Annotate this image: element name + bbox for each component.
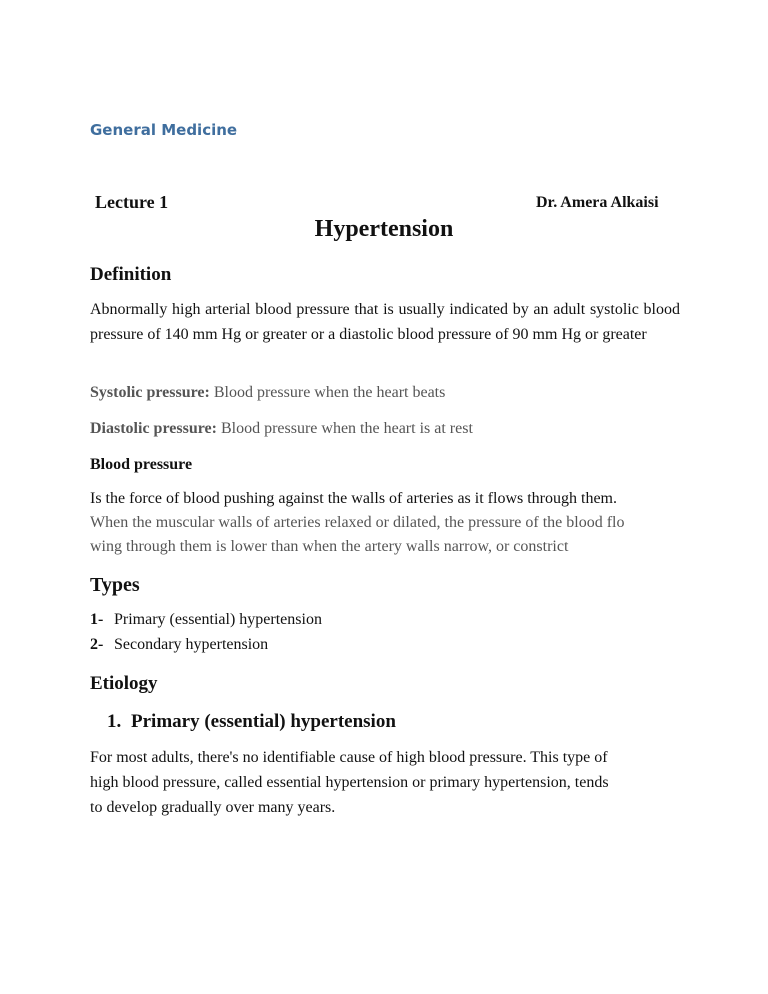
type-number: 1- — [90, 611, 104, 628]
blood-pressure-line-1: Is the force of blood pushing against the walls of arteries as it flows through them. — [90, 490, 617, 507]
systolic-term: Systolic pressure: — [90, 384, 210, 401]
systolic-definition — [90, 384, 445, 402]
lecture-number: Lecture 1 — [95, 192, 169, 212]
definition-heading: Definition — [90, 264, 172, 285]
course-label: General Medicine — [90, 121, 238, 139]
diastolic-definition — [90, 420, 473, 438]
etiology-subheading — [107, 711, 396, 733]
blood-pressure-line-3: wing through them is lower than when the artery walls narrow, or constrict — [90, 538, 569, 555]
subheading-label: Primary (essential) hypertension — [131, 711, 396, 732]
type-list-item — [90, 611, 322, 629]
type-list-item — [90, 636, 268, 654]
type-label: Primary (essential) hypertension — [114, 611, 322, 628]
etiology-line-1: For most adults, there's no identifiable cause of high blood pressure. This type of — [90, 749, 608, 766]
blood-pressure-heading: Blood pressure — [90, 456, 193, 473]
etiology-line-3: to develop gradually over many years. — [90, 799, 336, 816]
blood-pressure-line-2: When the muscular walls of arteries relaxed or dilated, the pressure of the blood flo — [90, 514, 625, 531]
etiology-line-2: high blood pressure, called essential hypertension or primary hypertension, tends — [90, 774, 609, 791]
types-heading: Types — [90, 574, 140, 596]
author-name: Dr. Amera Alkaisi — [536, 194, 659, 211]
page-title: Hypertension — [314, 216, 454, 242]
systolic-text: Blood pressure when the heart beats — [209, 384, 446, 401]
type-number: 2- — [90, 636, 104, 653]
definition-text: Abnormally high arterial blood pressure that is usually indicated by an adult systolic blood pressure of 140 mm Hg or greater or a diastolic blood pressure of 90 mm Hg or greater — [90, 301, 680, 343]
subheading-number: 1. — [107, 711, 122, 732]
diastolic-text: Blood pressure when the heart is at rest — [216, 420, 473, 437]
type-label: Secondary hypertension — [114, 636, 269, 653]
etiology-heading: Etiology — [90, 673, 158, 694]
diastolic-term: Diastolic pressure: — [90, 420, 217, 437]
